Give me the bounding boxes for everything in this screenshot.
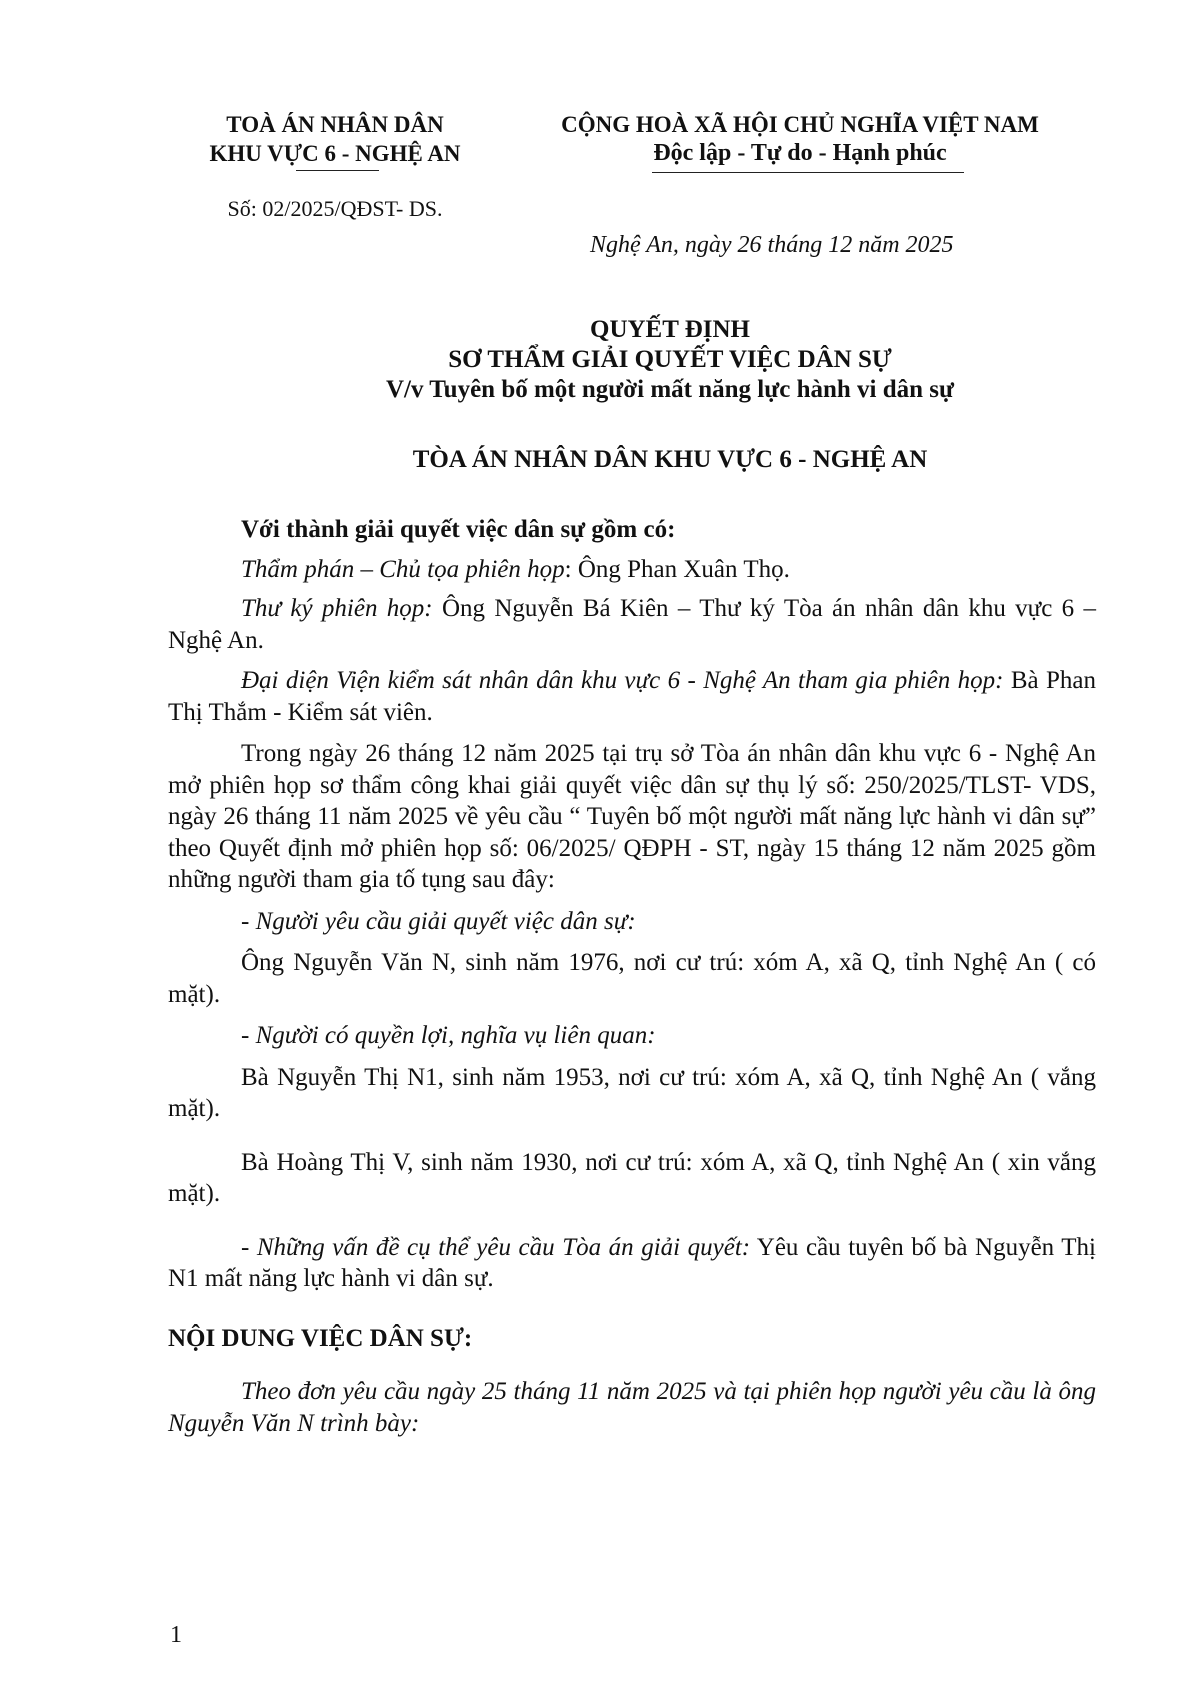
decision-title	[170, 315, 1170, 405]
place-date: Nghệ An, ngày 26 tháng 12 năm 2025	[590, 232, 954, 258]
header-left-underline	[296, 170, 379, 171]
requester-label: - Người yêu cầu giải quyết việc dân sự:	[241, 907, 636, 935]
issues-label: - Những vấn đề cụ thể yêu cầu Tòa án giải quyết:	[241, 1233, 751, 1261]
document-number: Số: 02/2025/QĐST- DS.	[227, 196, 443, 221]
court-name-line1: TOÀ ÁN NHÂN DÂN	[226, 112, 444, 137]
procurator-line	[168, 665, 1096, 728]
court-name-line2: KHU VỰC 6 - NGHỆ AN	[209, 141, 461, 166]
related-person-2: Bà Hoàng Thị V, sinh năm 1930, nơi cư trú: xóm A, xã Q, tỉnh Nghệ An ( xin vắng mặt).	[168, 1148, 1096, 1207]
document-body	[168, 514, 1096, 1439]
national-motto	[540, 110, 1060, 168]
issues-text: Yêu cầu tuyên bố bà Nguyễn Thị N1 mất năng lực hành vi dân sự.	[168, 1233, 1097, 1292]
title-line1: QUYẾT ĐỊNH	[590, 316, 750, 343]
clerk-line	[168, 593, 1096, 656]
issuing-court: TÒA ÁN NHÂN DÂN KHU VỰC 6 - NGHỆ AN	[412, 446, 928, 473]
content-heading: NỘI DUNG VIỆC DÂN SỰ:	[168, 1324, 473, 1352]
judge-line	[168, 554, 1096, 586]
header-right-underline	[652, 172, 964, 173]
clerk-label: Thư ký phiên họp:	[241, 595, 433, 622]
page-number: 1	[170, 1622, 182, 1648]
requester-text: Ông Nguyễn Văn N, sinh năm 1976, nơi cư trú: xóm A, xã Q, tỉnh Nghệ An ( có mặt).	[168, 949, 1096, 1008]
title-line2: SƠ THẨM GIẢI QUYẾT VIỆC DÂN SỰ	[448, 346, 892, 373]
judge-label: Thẩm phán – Chủ tọa phiên họp	[241, 555, 565, 583]
panel-heading: Với thành giải quyết việc dân sự gồm có:	[241, 516, 676, 543]
clerk-value: Ông Nguyễn Bá Kiên – Thư ký Tòa án nhân dân khu vực 6 – Nghệ An.	[168, 595, 1096, 654]
procurator-value: Bà Phan Thị Thắm - Kiểm sát viên.	[168, 667, 1096, 726]
content-paragraph: Theo đơn yêu cầu ngày 25 tháng 11 năm 2025 và tại phiên họp người yêu cầu là ông Nguyễn Văn N trình bày:	[168, 1378, 1096, 1437]
judge-value: : Ông Phan Xuân Thọ.	[564, 555, 790, 583]
title-line3: V/v Tuyên bố một người mất năng lực hành vi dân sự	[385, 376, 955, 403]
related-label: - Người có quyền lợi, nghĩa vụ liên quan:	[241, 1022, 656, 1049]
court-header-left	[190, 110, 480, 168]
intro-paragraph: Trong ngày 26 tháng 12 năm 2025 tại trụ sở Tòa án nhân dân khu vực 6 - Nghệ An mở phiên họp sơ thẩm công khai giải quyết việc dân sự thụ lý số: 250/2025/TLST- VDS, ngày 26 tháng 11 năm 2025 về yêu cầu “ Tuyên bố một người mất năng lực hành vi dân sự” theo Quyết định mở phiên họp số: 06/2025/ QĐPH - ST, ngày 15 tháng 12 năm 2025 gồm những người tham gia tố tụng sau đây:	[168, 740, 1096, 893]
motto-line: Độc lập - Tự do - Hạnh phúc	[653, 140, 947, 166]
issues-line	[168, 1232, 1096, 1295]
procurator-label: Đại diện Viện kiểm sát nhân dân khu vực 6 - Nghệ An tham gia phiên họp:	[241, 667, 1004, 694]
country-name: CỘNG HOÀ XÃ HỘI CHỦ NGHĨA VIỆT NAM	[561, 112, 1039, 137]
related-person-1: Bà Nguyễn Thị N1, sinh năm 1953, nơi cư trú: xóm A, xã Q, tỉnh Nghệ An ( vắng mặt).	[168, 1063, 1096, 1122]
